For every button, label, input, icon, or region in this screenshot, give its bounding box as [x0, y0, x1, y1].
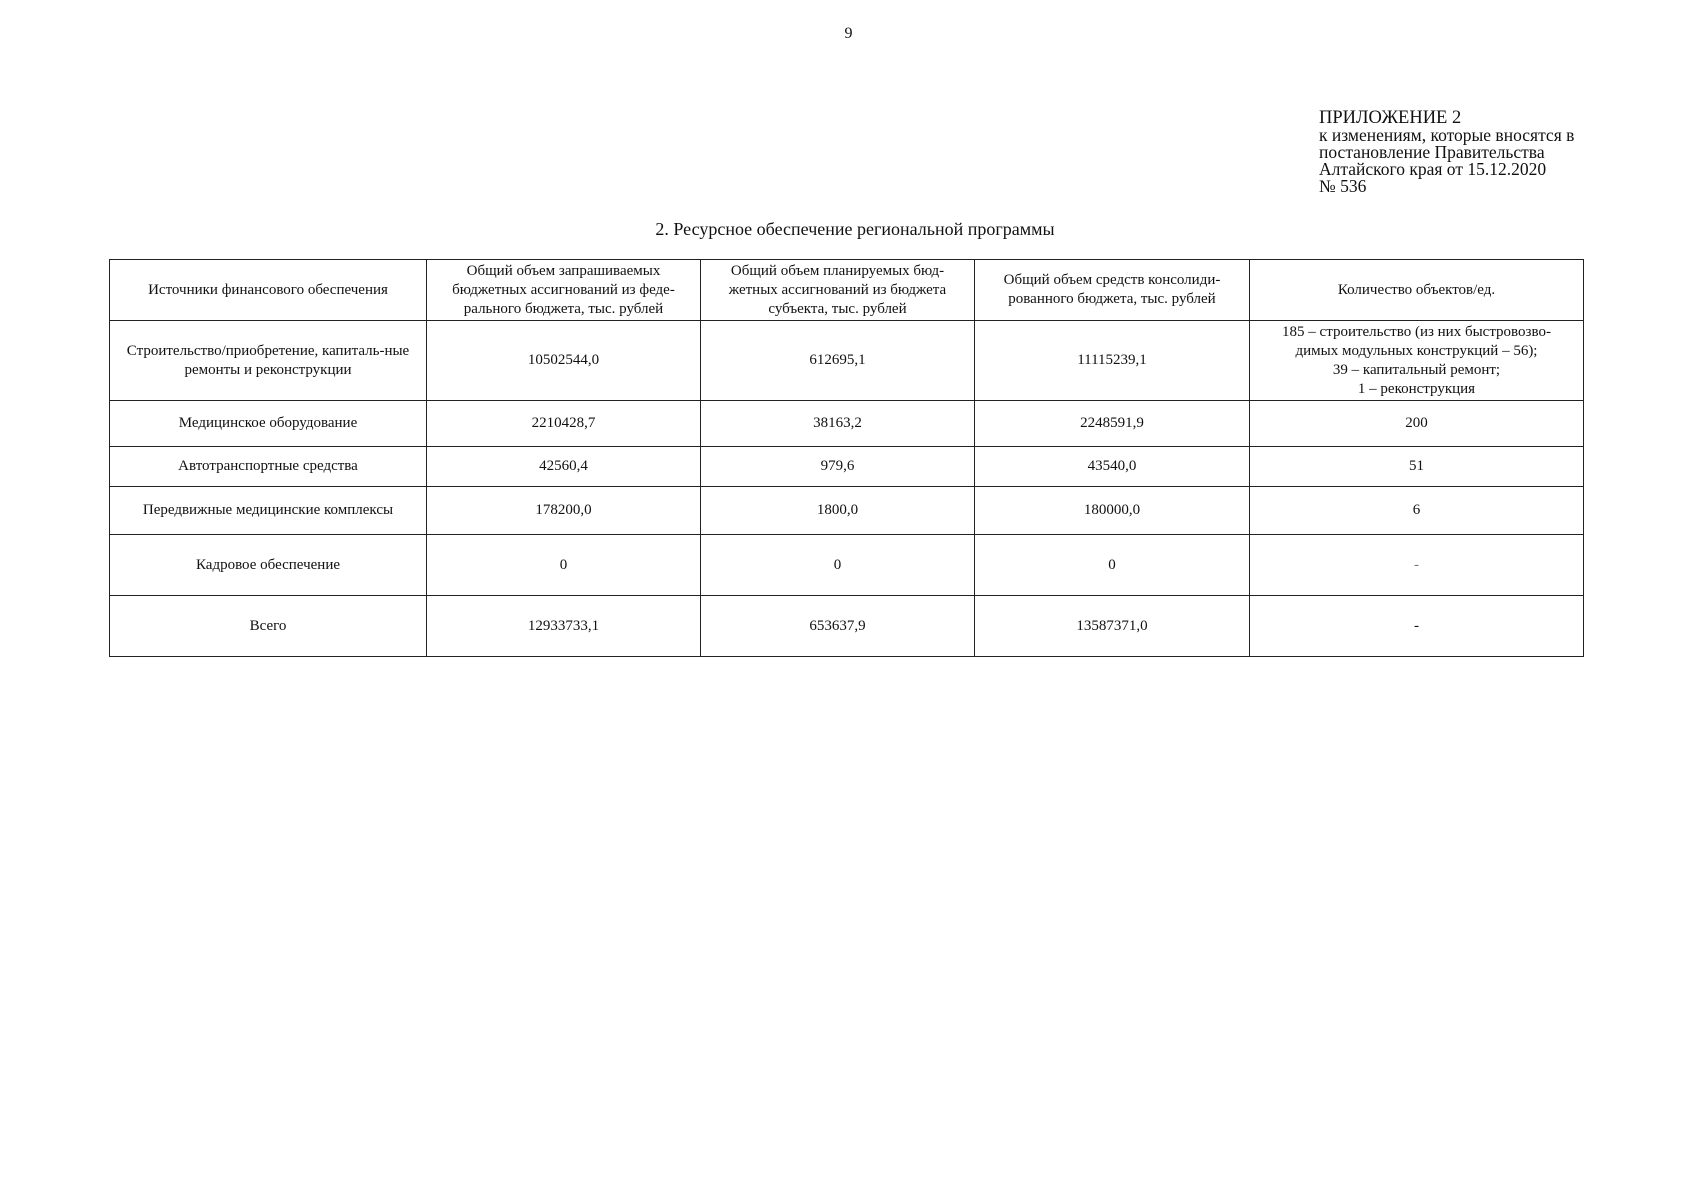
cell-federal: 0 — [427, 535, 701, 596]
cell-consolidated: 0 — [975, 535, 1250, 596]
count-line: 39 – капитальный ремонт; — [1332, 361, 1501, 378]
count-line: 1 – реконструкция — [1357, 380, 1476, 397]
cell-regional: 979,6 — [701, 447, 975, 487]
cell-regional: 653637,9 — [701, 596, 975, 657]
appendix-title: ПРИЛОЖЕНИЕ 2 — [1319, 108, 1462, 128]
cell-source: Медицинское оборудование — [110, 401, 427, 447]
appendix-line: № 536 — [1319, 176, 1367, 196]
table-header-row — [110, 260, 1584, 321]
cell-count: - — [1250, 535, 1584, 596]
header-count: Количество объектов/ед. — [1250, 260, 1584, 321]
cell-count: 51 — [1250, 447, 1584, 487]
header-regional: Общий объем планируемых бюд-жетных ассигнований из бюджета субъекта, тыс. рублей — [701, 260, 975, 321]
cell-federal: 2210428,7 — [427, 401, 701, 447]
cell-regional: 38163,2 — [701, 401, 975, 447]
cell-source: Строительство/приобретение, капиталь-ные ремонты и реконструкции — [110, 321, 427, 401]
table-row — [110, 487, 1584, 535]
cell-count: 6 — [1250, 487, 1584, 535]
table-row — [110, 321, 1584, 401]
table-row — [110, 401, 1584, 447]
appendix-line: постановление Правительства — [1319, 142, 1545, 162]
cell-federal: 42560,4 — [427, 447, 701, 487]
cell-regional: 612695,1 — [701, 321, 975, 401]
cell-source: Автотранспортные средства — [110, 447, 427, 487]
table-row-total — [110, 596, 1584, 657]
table-row — [110, 447, 1584, 487]
appendix-line: к изменениям, которые вносятся в — [1319, 125, 1575, 145]
cell-regional: 1800,0 — [701, 487, 975, 535]
cell-source: Всего — [110, 596, 427, 657]
header-federal: Общий объем запрашиваемых бюджетных ассигнований из феде-ральнoго бюджета, тыс. рублей — [427, 260, 701, 321]
cell-consolidated: 2248591,9 — [975, 401, 1250, 447]
cell-source: Передвижные медицинские комплексы — [110, 487, 427, 535]
cell-source: Кадровое обеспечение — [110, 535, 427, 596]
table-row — [110, 535, 1584, 596]
section-title: 2. Ресурсное обеспечение региональной программы — [655, 219, 1055, 239]
appendix-line: Алтайского края от 15.12.2020 — [1319, 159, 1547, 179]
cell-count — [1250, 321, 1584, 401]
header-source: Источники финансового обеспечения — [110, 260, 427, 321]
cell-count: 200 — [1250, 401, 1584, 447]
cell-regional: 0 — [701, 535, 975, 596]
page-number: 9 — [844, 25, 853, 42]
cell-consolidated: 180000,0 — [975, 487, 1250, 535]
cell-consolidated: 11115239,1 — [975, 321, 1250, 401]
cell-count: - — [1250, 596, 1584, 657]
count-line: 185 – строительство (из них быстровозво- — [1282, 323, 1551, 340]
header-consolidated: Общий объем средств консолиди-рованного бюджета, тыс. рублей — [975, 260, 1250, 321]
cell-consolidated: 43540,0 — [975, 447, 1250, 487]
cell-federal: 178200,0 — [427, 487, 701, 535]
count-line: димых модульных конструкций – 56); — [1295, 342, 1538, 359]
appendix-block — [1319, 110, 1574, 195]
cell-federal: 12933733,1 — [427, 596, 701, 657]
cell-federal: 10502544,0 — [427, 321, 701, 401]
resources-table — [109, 259, 1584, 657]
cell-consolidated: 13587371,0 — [975, 596, 1250, 657]
